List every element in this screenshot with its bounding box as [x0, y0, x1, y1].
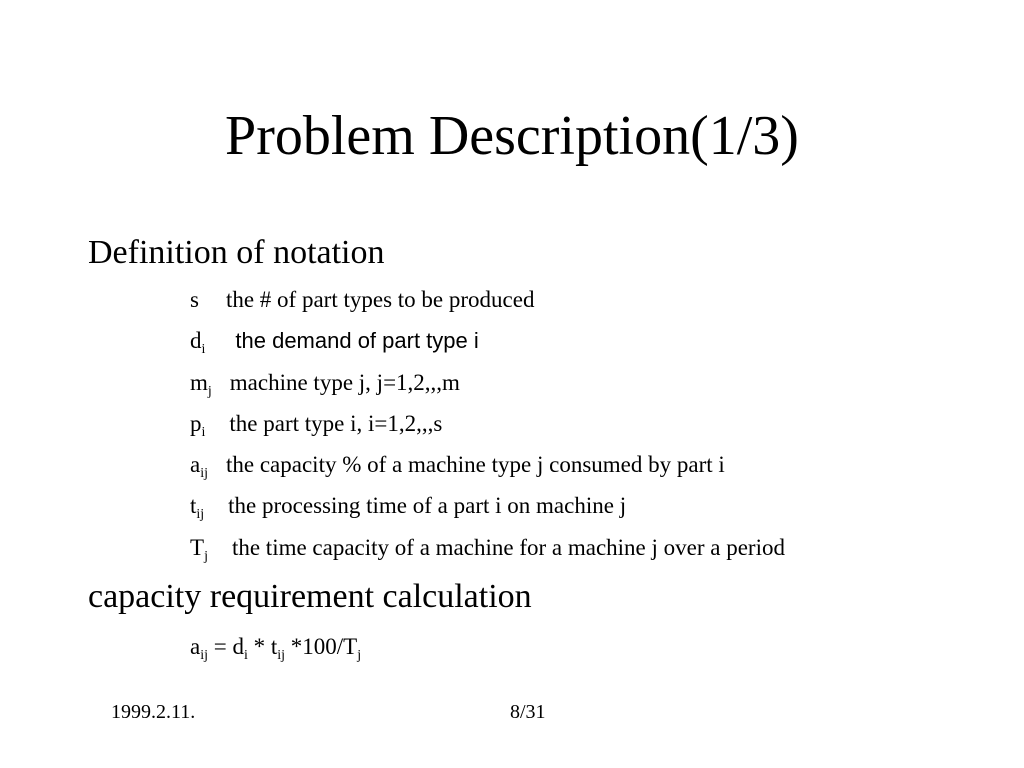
footer-page-number: 8/31 — [510, 701, 546, 723]
formula-part: = d — [208, 634, 244, 659]
notation-description: the # of part types to be produced — [225, 287, 535, 312]
notation-row-m — [190, 368, 460, 398]
notation-symbol: a — [190, 452, 201, 477]
notation-row-s — [190, 285, 534, 315]
formula-subscript: j — [357, 648, 362, 663]
notation-symbol: T — [190, 535, 205, 560]
notation-symbol: d — [190, 328, 202, 353]
notation-row-t — [190, 491, 626, 521]
notation-subscript: i — [201, 342, 206, 357]
capacity-formula — [190, 632, 361, 662]
formula-subscript: ij — [200, 648, 208, 663]
notation-subscript: j — [207, 384, 212, 399]
notation-symbol: p — [190, 411, 202, 436]
formula-part: * t — [247, 634, 278, 659]
notation-description: the demand of part type i — [235, 328, 479, 353]
footer-date: 1999.2.11. — [111, 701, 196, 723]
section-heading-capacity: capacity requirement calculation — [88, 578, 532, 615]
notation-subscript: j — [204, 549, 208, 564]
slide-title: Problem Description(1/3) — [225, 105, 799, 167]
notation-symbol: t — [190, 493, 197, 518]
notation-symbol: m — [190, 370, 208, 395]
notation-description: the capacity % of a machine type j consumed by part i — [226, 452, 725, 477]
formula-part: a — [190, 634, 201, 659]
formula-part: *100/T — [285, 634, 358, 659]
notation-row-d — [190, 326, 479, 356]
notation-description: the processing time of a part i on machine j — [228, 493, 627, 518]
notation-description: the time capacity of a machine for a machine j over a period — [231, 535, 785, 560]
section-heading-notation: Definition of notation — [88, 234, 385, 271]
notation-subscript: ij — [200, 466, 208, 481]
notation-description: machine type j, j=1,2,,,m — [229, 370, 460, 395]
formula-subscript: ij — [277, 648, 286, 663]
notation-subscript: i — [201, 425, 206, 440]
formula-subscript: i — [243, 648, 248, 663]
notation-row-a — [190, 450, 725, 480]
notation-description: the part type i, i=1,2,,,s — [229, 411, 443, 436]
notation-symbol: s — [190, 287, 199, 312]
notation-row-T — [190, 533, 785, 563]
notation-subscript: ij — [196, 507, 205, 522]
notation-row-p — [190, 409, 442, 439]
